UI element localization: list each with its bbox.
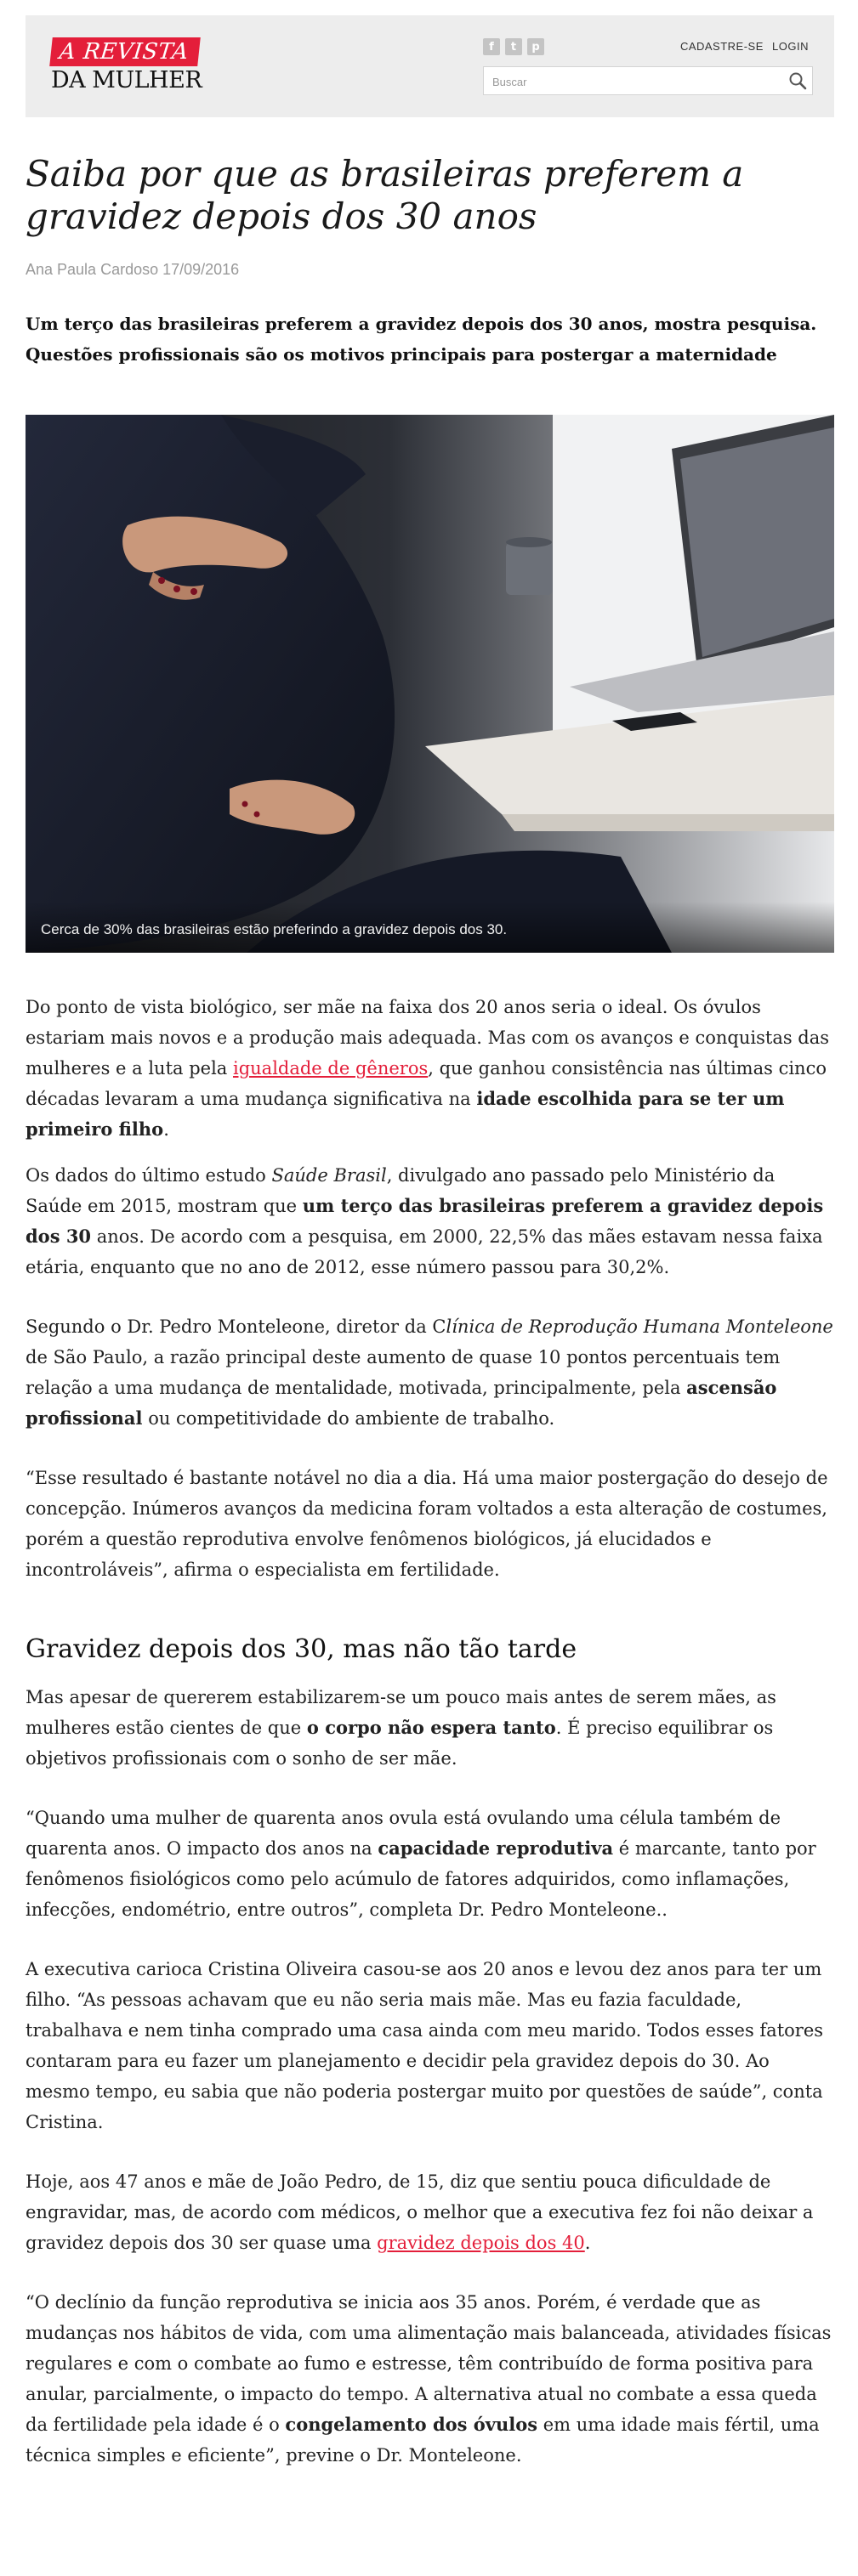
pinterest-icon[interactable]: p <box>527 38 544 55</box>
paragraph-2 <box>26 1160 833 1282</box>
link-igualdade-de-generos[interactable]: igualdade de gêneros <box>232 1058 429 1079</box>
paragraph-7: A executiva carioca Cristina Oliveira casou-se aos 20 anos e levou dez anos para ter um filho. “As pessoas achavam que eu não seria mais mãe. Mas eu fazia faculdade, trabalhava e nem tinha comprado uma casa ainda com meu marido. Todos esses fatores contaram para eu fazer um planejamento e decidir pela gravidez depois do 30. Ao mesmo tempo, eu sabia que não poderia postergar muito por questões de saúde”, conta Cristina. <box>26 1959 824 2132</box>
article-date: 17/09/2016 <box>162 261 240 278</box>
p1-text-a: Do ponto de vista biológico, ser mãe na faixa dos 20 anos seria o ideal. Os óvulos estariam mais novos e a produção mais adequada. Mas com os avanços e conquistas das mulheres e a luta pela <box>26 997 830 1079</box>
image-caption <box>26 902 834 953</box>
p5-text-a: Mas apesar de quererem estabilizarem-se um pouco mais antes de serem mães, as mulheres estão cientes de que <box>26 1687 776 1738</box>
p2-text-a: Os dados do último estudo <box>26 1165 272 1186</box>
p3-text-c: ou competitividade do ambiente de trabalho. <box>142 1408 555 1429</box>
logo-top-text: A REVISTA <box>49 37 200 66</box>
paragraph-3 <box>26 1311 833 1434</box>
p2-italic: Saúde Brasil <box>271 1165 387 1186</box>
article-meta <box>26 261 239 279</box>
signup-link[interactable]: CADASTRE-SE <box>679 40 764 53</box>
p2-bold: um terço das brasileiras preferem a gravidez depois dos 30 <box>26 1195 824 1247</box>
logo-bottom-text: DA MULHER <box>51 67 202 93</box>
p3-text-a: Segundo o Dr. Pedro Monteleone, diretor da C <box>26 1316 446 1337</box>
p6-bold: capacidade reprodutiva <box>378 1837 614 1859</box>
p8-text-b: . <box>584 2233 591 2253</box>
p2-text-b: , divulgado ano passado pelo Ministério da Saúde em 2015, mostram que <box>26 1165 776 1216</box>
search-icon[interactable] <box>788 71 807 90</box>
paragraph-5 <box>26 1682 833 1774</box>
p1-text-b: , que ganhou consistência nas últimas cinco décadas levaram a uma mudança significativa na <box>26 1058 827 1109</box>
image-caption-text: Cerca de 30% das brasileiras estão preferindo a gravidez depois dos 30. <box>41 921 508 937</box>
search-box <box>483 66 813 95</box>
article-lead: Um terço das brasileiras preferem a gravidez depois dos 30 anos, mostra pesquisa. Questões profissionais são os motivos principais para postergar a maternidade <box>26 314 817 365</box>
p5-bold: o corpo não espera tanto <box>306 1717 556 1738</box>
p5-text-b: . É preciso equilibrar os objetivos profissionais com o sonho de ser mãe. <box>26 1718 774 1769</box>
twitter-icon[interactable]: t <box>505 38 522 55</box>
site-logo[interactable] <box>51 37 225 97</box>
p2-text-c: anos. De acordo com a pesquisa, em 2000, 22,5% das mães estavam nessa faixa etária, enquanto que no ano de 2012, esse número passou para 30,2%. <box>26 1226 823 1277</box>
p1-text-c: . <box>163 1119 169 1140</box>
link-gravidez-depois-dos-40[interactable]: gravidez depois dos 40 <box>377 2233 585 2253</box>
p6-text-a: “Quando uma mulher de quarenta anos ovula está ovulando uma célula também de quarenta anos. O impacto dos anos na <box>26 1808 781 1859</box>
p9-bold: congelamento dos óvulos <box>285 2414 538 2435</box>
facebook-icon[interactable]: f <box>483 38 500 55</box>
hero-illustration <box>26 415 834 953</box>
p3-italic: línica de Reprodução Humana Monteleone <box>446 1316 833 1337</box>
paragraph-1 <box>26 992 833 1145</box>
article-hero-image <box>26 415 834 953</box>
paragraph-6 <box>26 1803 833 1925</box>
p3-text-b: de São Paulo, a razão principal deste aumento de quase 10 pontos percentuais tem relação a uma mudança de mentalidade, motivada, principalmente, pela <box>26 1347 781 1398</box>
paragraph-8 <box>26 2166 833 2258</box>
paragraph-4-quote: “Esse resultado é bastante notável no dia a dia. Há uma maior postergação do desejo de concepção. Inúmeros avanços da medicina foram voltados a esta alteração de costumes, porém a questão reprodutiva envolve fenômenos biológicos, já elucidados e incontroláveis”, afirma o especialista em fertilidade. <box>26 1468 828 1580</box>
site-header <box>26 15 834 117</box>
section-subheading: Gravidez depois dos 30, mas não tão tarde <box>26 1634 577 1664</box>
paragraph-9 <box>26 2287 833 2471</box>
article-title: Saiba por que as brasileiras preferem a gravidez depois dos 30 anos <box>26 153 744 237</box>
search-input[interactable] <box>491 67 775 96</box>
p3-bold: ascensão profissional <box>26 1377 777 1429</box>
social-links <box>483 38 544 55</box>
p8-text-a: Hoje, aos 47 anos e mãe de João Pedro, de 15, diz que sentiu pouca dificuldade de engravidar, mas, de acordo com médicos, o melhor que a executiva fez foi não deixar a gravidez depois dos 30 ser quase uma <box>26 2171 814 2253</box>
article-body <box>26 992 833 2471</box>
article-author[interactable]: Ana Paula Cardoso <box>26 261 159 278</box>
p9-text-a: “O declínio da função reprodutiva se inicia aos 35 anos. Porém, é verdade que as mudanças nos hábitos de vida, com uma alimentação mais balanceada, atividades físicas regulares e com o combate ao fumo e estresse, têm contribuído de forma positiva para anular, parcialmente, o impacto do tempo. A alternativa atual no combate a essa queda da fertilidade pela idade é o <box>26 2292 832 2435</box>
login-link[interactable]: LOGIN <box>772 40 809 53</box>
p9-text-b: em uma idade mais fértil, uma técnica simples e eficiente”, previne o Dr. Monteleone. <box>26 2415 820 2466</box>
p6-text-b: é marcante, tanto por fenômenos fisiológicos como pelo acúmulo de fatores adquiridos, como inflamações, infecções, endométrio, entre outros”, completa Dr. Pedro Monteleone.. <box>26 1838 816 1920</box>
auth-links <box>675 40 809 53</box>
p1-bold: idade escolhida para se ter um primeiro filho <box>26 1088 785 1140</box>
